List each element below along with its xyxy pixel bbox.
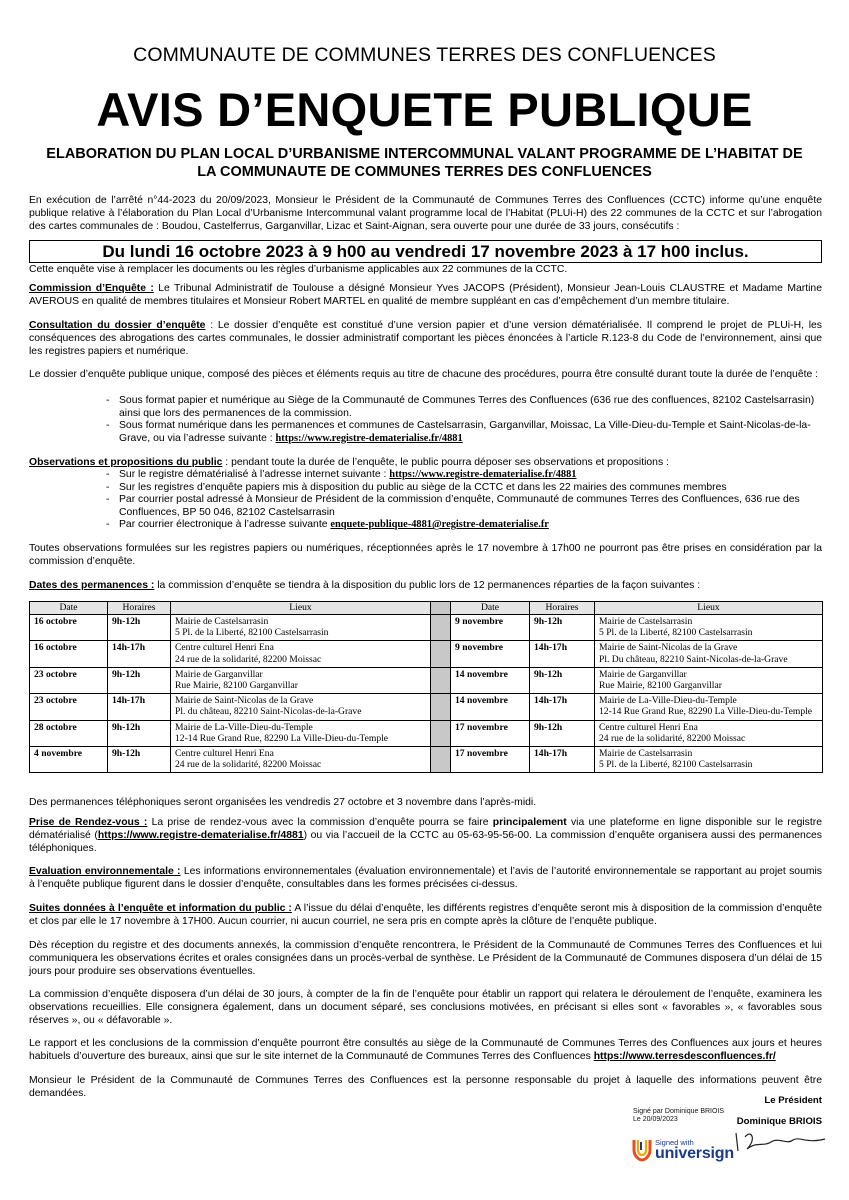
observation-item-2: Sur les registres d’enquête papiers mis à disposition du public au siège de la CCTC et dans les 22 mairies des communes membres (119, 482, 727, 493)
reception-paragraph: Dès réception du registre et des documents annexés, la commission d’enquête rencontrera, le Président de la Communauté de Communes Terres des Confluences et lui communiquera les observations écrites et orales consignées dans un procès-verbal de synthèse. Le Président de la Communauté de Communes disposera d’un délai de 15 jours pour produire ses observations éventuelles. (29, 940, 822, 977)
horaires-cell: 9h-12h (108, 667, 171, 693)
rdv-text-a: La prise de rendez-vous avec la commission d’enquête pourra se faire (147, 817, 493, 828)
rdv-text-c: ) ou via l’accueil de la CCTC au 05-63-95-56-00. La commission d’enquête organisera aussi des permanences téléphoniques. (29, 829, 822, 854)
rdv-paragraph (29, 817, 822, 855)
evaluation-label: Evaluation environnementale : (29, 866, 181, 877)
date-cell: 28 octobre (30, 720, 108, 746)
date-cell: 23 octobre (30, 667, 108, 693)
permanences-label: Dates des permanences : (29, 580, 155, 591)
bullet-dash: - (106, 469, 110, 480)
bullet-dash: - (106, 519, 110, 530)
president-name: Dominique BRIOIS (736, 1116, 822, 1127)
universign-brand: universign (655, 1145, 734, 1162)
venue-name: Mairie de La-Ville-Dieu-du-Temple (599, 695, 737, 707)
bullet-dash: - (106, 420, 110, 431)
date-cell: 14 novembre (451, 694, 530, 720)
venue-address: 12-14 Rue Grand Rue, 82290 La Ville-Dieu-du-Temple (175, 732, 389, 744)
venue-name: Mairie de La-Ville-Dieu-du-Temple (175, 721, 313, 733)
table-separator (431, 747, 451, 773)
intro-paragraph: En exécution de l’arrêté n°44-2023 du 20/09/2023, Monsieur le Président de la Communauté de Communes Terres des Confluences (CCTC) informe qu’une enquête publique relative à l’élaboration du Plan Local d’Urbanisme Intercommunal valant programme local de l’Habitat (PLUi-H) des 22 communes de la CCTC et sur l’abrogation des cartes communales de : Boudou, Castelferrus, Garganvillar, Lizac et Saint-Aignan, sera ouverte pour une durée de 33 jours, consécutifs : (29, 195, 822, 232)
bullet-dash: - (106, 494, 110, 505)
venue-address: Pl. du château, 82210 Saint-Nicolas-de-la-Grave (175, 706, 362, 718)
permanences-paragraph (29, 580, 822, 593)
date-cell: 17 novembre (451, 720, 530, 746)
bullet-dash: - (106, 395, 110, 406)
header-horaires: Horaires (530, 602, 595, 615)
table-separator (431, 694, 451, 720)
header-lieux: Lieux (595, 602, 823, 615)
venue-address: 5 Pl. de la Liberté, 82100 Castelsarrasin (599, 627, 753, 639)
enquiry-dates-box: Du lundi 16 octobre 2023 à 9 h00 au vendredi 17 novembre 2023 à 17 h00 inclus. (29, 240, 822, 263)
observation-item-3: Par courrier postal adressé à Monsieur de Président de la commission d’enquête, Communauté de communes Terres des Confluences, 636 rue des Confluences, BP 50 046, 82102 Castelsarrasin (119, 494, 800, 518)
notice-subtitle (40, 145, 809, 181)
observation-item-4-text: Par courrier électronique à l’adresse suivante (119, 519, 331, 530)
handwritten-signature (733, 1127, 828, 1157)
observations-paragraph (29, 457, 822, 470)
venue-name: Mairie de Garganvillar (599, 668, 687, 680)
venue-name: Mairie de Saint-Nicolas de la Grave (599, 642, 738, 654)
rapport-paragraph: La commission d’enquête disposera d’un délai de 30 jours, à compter de la fin de l’enquête pour établir un rapport qui relatera le déroulement de l’enquête, examinera les observations recueillies. Elle consignera également, dans un document séparé, ses conclusions motivées, en précisant si elles sont « favorables », « favorables sous réserves », ou « défavorable ». (29, 989, 822, 1026)
permanences-text: la commission d’enquête se tiendra à la disposition du public lors de 12 permanences réparties de la façon suivantes : (154, 580, 701, 591)
registre-link[interactable]: https://www.registre-dematerialise.fr/4881 (275, 432, 463, 444)
objective-paragraph: Cette enquête vise à remplacer les documents ou les règles d’urbanisme applicables aux 22 communes de la CCTC. (29, 264, 568, 275)
date-cell: 4 novembre (30, 747, 108, 773)
organization-name: COMMUNAUTE DE COMMUNES TERRES DES CONFLUENCES (133, 44, 716, 66)
lieux-cell (171, 641, 431, 667)
lieux-cell (595, 747, 823, 773)
lieux-cell (171, 720, 431, 746)
lieux-cell (171, 694, 431, 720)
venue-address: 24 rue de la solidarité, 82200 Moissac (175, 653, 322, 665)
commission-label: Commission d’Enquête : (29, 283, 154, 294)
notice-title: AVIS D’ENQUETE PUBLIQUE (96, 83, 753, 136)
date-cell: 14 novembre (451, 667, 530, 693)
horaires-cell: 14h-17h (530, 694, 595, 720)
email-link[interactable]: enquete-publique-4881@registre-dematerialise.fr (330, 519, 549, 530)
lieux-cell (595, 720, 823, 746)
venue-address: 24 rue de la solidarité, 82200 Moissac (599, 732, 746, 744)
date-cell: 23 octobre (30, 694, 108, 720)
horaires-cell: 14h-17h (530, 747, 595, 773)
date-cell: 9 novembre (451, 615, 530, 641)
consultation-text: : Le dossier d’enquête est constitué d’une version papier et d’une version dématérialisée. Il comprend le projet de PLUi-H, les conséquences des abrogations des cartes communales, le dossier administratif comportant les pièces énoncées à l’article R.123-8 du Code de l’environnement, ainsi que les registres papiers et numérique. (29, 320, 822, 357)
president-title: Le Président (764, 1095, 822, 1106)
header-lieux: Lieux (171, 602, 431, 615)
cctc-website-link[interactable]: https://www.terresdesconfluences.fr/ (593, 1050, 776, 1062)
lieux-cell (171, 667, 431, 693)
table-separator (431, 602, 451, 615)
suites-paragraph (29, 903, 822, 929)
table-row (30, 615, 823, 641)
venue-name: Centre culturel Henri Ena (599, 721, 698, 733)
consult-item-2 (119, 420, 822, 446)
venue-name: Mairie de Garganvillar (175, 668, 263, 680)
observation-item-4 (119, 519, 822, 532)
subtitle-line-2: LA COMMUNAUTE DE COMMUNES TERRES DES CONFLUENCES (197, 164, 652, 180)
horaires-cell: 9h-12h (530, 667, 595, 693)
lieux-cell (595, 694, 823, 720)
registre-link[interactable]: https://www.registre-dematerialise.fr/4881 (389, 469, 577, 480)
venue-name: Mairie de Castelsarrasin (599, 748, 693, 760)
signed-with-label: Signed with (655, 1138, 694, 1147)
permanences-table (29, 601, 823, 773)
lieux-cell (595, 667, 823, 693)
rdv-text-b: via une plateforme en ligne disponible sur le registre dématérialisé ( (29, 817, 823, 841)
lieux-cell (171, 615, 431, 641)
signed-by-line: Signé par Dominique BRIOIS (633, 1108, 725, 1115)
table-row (30, 720, 823, 746)
table-row (30, 747, 823, 773)
consultable-paragraph (29, 1038, 822, 1064)
evaluation-text: Les informations environnementales (évaluation environnementale) et l’avis de l’autorité environnementale se rapportant au projet soumis à l’enquête publique figurent dans le dossier d’enquête, consultables dans les formes précisées ci-dessus. (29, 866, 823, 890)
horaires-cell: 14h-17h (108, 694, 171, 720)
horaires-cell: 9h-12h (108, 615, 171, 641)
table-row (30, 641, 823, 667)
venue-name: Mairie de Saint-Nicolas de la Grave (175, 695, 314, 707)
venue-address: Rue Mairie, 82100 Garganvillar (599, 680, 722, 692)
horaires-cell: 9h-12h (108, 747, 171, 773)
horaires-cell: 9h-12h (108, 720, 171, 746)
commission-text: Le Tribunal Administratif de Toulouse a désigné Monsieur Yves JACOPS (Président), Monsieur Jean-Louis CLAUSTRE et Madame Martine AVEROUS en qualité de membres titulaires et Monsieur Robert MARTEL en qualité de membre suppléant en cas d’empêchement d’un membre titulaire. (29, 283, 822, 307)
consult-item-2-text: Sous format numérique dans les permanences et communes de Castelsarrasin, Garganvillar, Moissac, La Ville-Dieu-du-Temple et Saint-Nicolas-de-la-Grave, ou via l’adresse suivante : (119, 420, 811, 444)
horaires-cell: 9h-12h (530, 720, 595, 746)
venue-name: Centre culturel Henri Ena (175, 748, 274, 760)
venue-name: Centre culturel Henri Ena (175, 642, 274, 654)
lieux-cell (595, 615, 823, 641)
consultation-paragraph (29, 320, 822, 358)
lieux-cell (171, 747, 431, 773)
rdv-label: Prise de Rendez-vous : (29, 817, 148, 828)
rdv-link[interactable]: https://www.registre-dematerialise.fr/4881 (97, 829, 304, 841)
header-horaires: Horaires (108, 602, 171, 615)
venue-name: Mairie de Castelsarrasin (175, 616, 269, 627)
table-header-row (30, 602, 823, 615)
venue-address: 24 rue de la solidarité, 82200 Moissac (175, 759, 322, 771)
lieux-cell (595, 641, 823, 667)
date-cell: 9 novembre (451, 641, 530, 667)
horaires-cell: 14h-17h (530, 641, 595, 667)
deadline-paragraph: Toutes observations formulées sur les registres papiers ou numériques, réceptionnées après le 17 novembre à 17h00 ne pourront pas être prises en considération par la commission d’enquête. (29, 543, 822, 567)
date-cell: 16 octobre (30, 615, 108, 641)
table-separator (431, 720, 451, 746)
horaires-cell: 9h-12h (530, 615, 595, 641)
table-separator (431, 667, 451, 693)
venue-address: 5 Pl. de la Liberté, 82100 Castelsarrasin (175, 627, 329, 639)
date-cell: 17 novembre (451, 747, 530, 773)
consultable-text: Le rapport et les conclusions de la commission d’enquête pourront être consultés au siège de la Communauté de Communes Terres des Confluences aux jours et heures habituels d’ouverture des bureaux, ainsi que sur le site internet de la Communauté de Communes Terres des Confluences (29, 1038, 822, 1062)
table-row (30, 667, 823, 693)
header-date: Date (30, 602, 108, 615)
bullet-dash: - (106, 482, 110, 493)
venue-name: Mairie de Castelsarrasin (599, 616, 693, 627)
dossier-unique-paragraph: Le dossier d’enquête publique unique, composé des pièces et éléments requis au titre de chacune des procédures, pourra être consulté durant toute la durée de l’enquête : (29, 369, 819, 380)
rdv-bold: principalement (492, 817, 567, 828)
venue-address: 5 Pl. de la Liberté, 82100 Castelsarrasin (599, 759, 753, 771)
consultation-label: Consultation du dossier d’enquête (29, 320, 206, 331)
venue-address: Pl. Du château, 82210 Saint-Nicolas-de-la-Grave (599, 653, 788, 665)
suites-label: Suites données à l’enquête et information du public : (29, 903, 292, 914)
universign-logo-icon (632, 1136, 652, 1162)
telephone-note: Des permanences téléphoniques seront organisées les vendredis 27 octobre et 3 novembre dans l’après-midi. (29, 797, 537, 808)
table-row (30, 694, 823, 720)
observation-item-1 (119, 469, 822, 482)
observation-item-1-text: Sur le registre dématérialisé à l’adresse internet suivante : (119, 469, 390, 480)
subtitle-line-1: ELABORATION DU PLAN LOCAL D’URBANISME INTERCOMMUNAL VALANT PROGRAMME DE L’HABITAT DE (46, 146, 803, 162)
table-separator (431, 641, 451, 667)
signed-date-line: Le 20/09/2023 (633, 1116, 678, 1123)
commission-paragraph (29, 283, 822, 309)
observations-text: : pendant toute la durée de l’enquête, le public pourra déposer ses observations et propositions : (222, 457, 669, 468)
header-date: Date (451, 602, 530, 615)
date-cell: 16 octobre (30, 641, 108, 667)
consult-item-1: Sous format papier et numérique au Siège de la Communauté de Communes Terres des Confluences (636 rue des confluences, 82102 Castelsarrasin) ainsi que lors des permanences de la commission. (119, 395, 815, 419)
suites-text: A l’issue du délai d’enquête, les différents registres d’enquête seront mis à disposition de la commission d’enquête et clos par elle le 17 novembre à 17H00. Aucun courrier, ni aucun courriel, ne sera pris en compte après la clôture de l’enquête publique. (29, 903, 822, 927)
venue-address: Rue Mairie, 82100 Garganvillar (175, 680, 298, 692)
table-separator (431, 615, 451, 641)
responsable-paragraph: Monsieur le Président de la Communauté de Communes Terres des Confluences est la personne responsable du projet à laquelle des informations peuvent être demandées. (29, 1075, 822, 1099)
horaires-cell: 14h-17h (108, 641, 171, 667)
observations-label: Observations et propositions du public (29, 457, 223, 468)
evaluation-paragraph (29, 866, 822, 892)
venue-address: 12-14 Rue Grand Rue, 82290 La Ville-Dieu-du-Temple (599, 706, 813, 718)
